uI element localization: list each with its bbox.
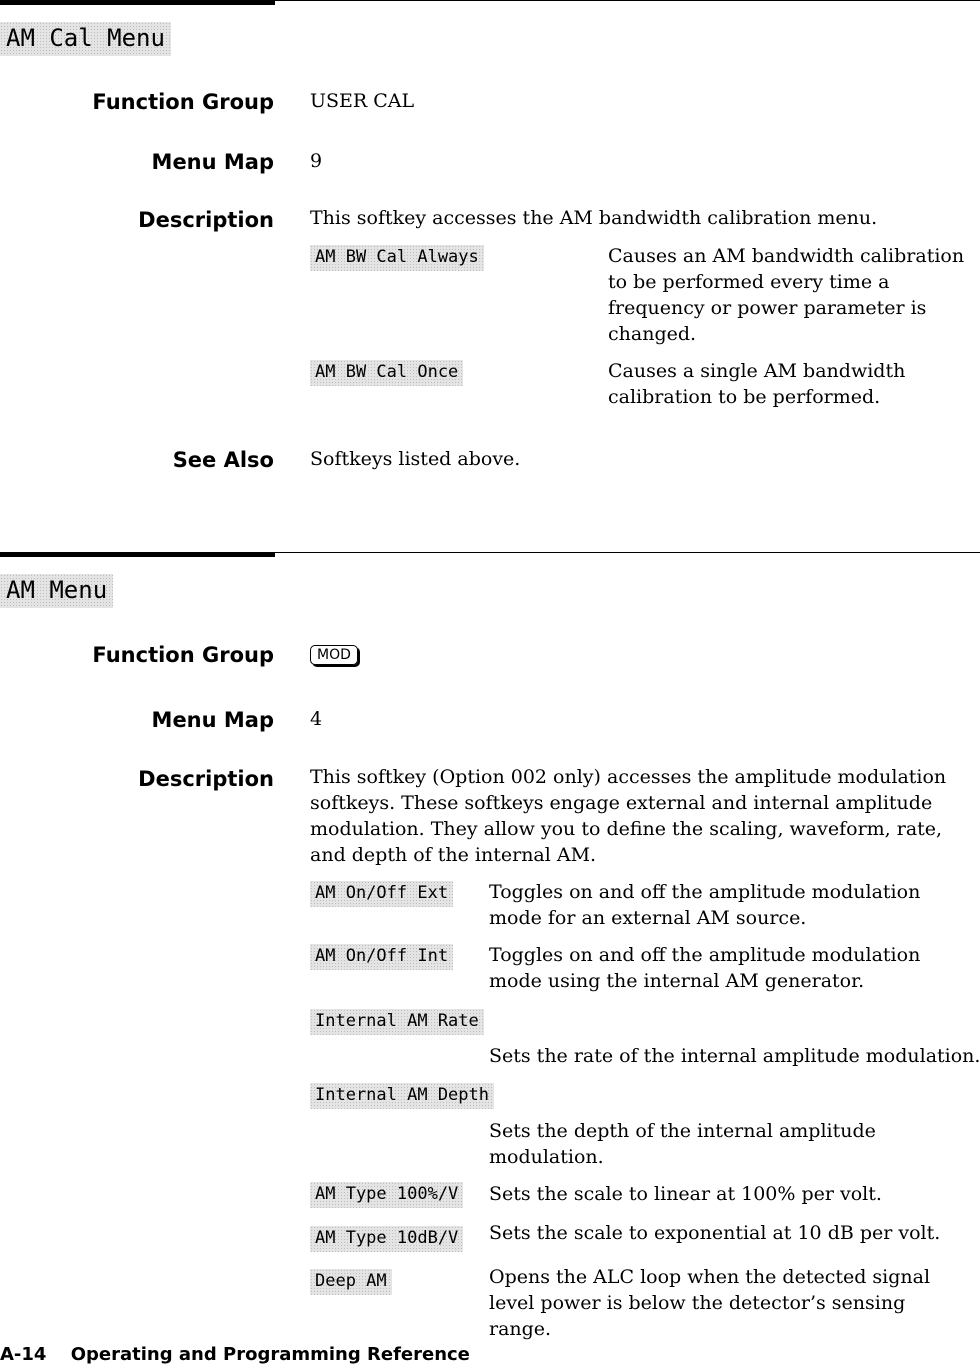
section-rule-thin [275, 0, 980, 1]
softkey-description: Sets the scale to linear at 100% per volt. [489, 1183, 882, 1205]
menu-map-label: Menu Map [151, 150, 274, 174]
menu-map-value: 9 [310, 150, 323, 172]
page-number: A-14 [0, 1344, 47, 1365]
description-label: Description [138, 767, 274, 791]
function-group-label: Function Group [92, 90, 274, 114]
softkey-description: Causes an AM bandwidth calibration to be performed every time a frequency or power parameter is changed. [608, 245, 965, 345]
softkey-am-on-off-int[interactable]: AM On/Off Int [310, 944, 453, 970]
softkey-internal-am-depth[interactable]: Internal AM Depth [310, 1083, 494, 1109]
softkey-description: Sets the rate of the internal amplitude modulation. [489, 1045, 980, 1067]
description-text: This softkey accesses the AM bandwidth calibration menu. [310, 207, 878, 229]
softkey-am-type-10db-per-v[interactable]: AM Type 10dB/V [310, 1226, 463, 1252]
section-rule-thick [0, 552, 275, 557]
description-text: This softkey (Option 002 only) accesses the amplitude modulation softkeys. These softkeys engage external and internal amplitude modulation. They allow you to define the scaling, waveform, rate, and depth of the internal AM. [310, 766, 947, 866]
page-footer [0, 1344, 470, 1365]
mod-hardkey[interactable]: MOD [310, 645, 358, 665]
softkey-am-bw-cal-once[interactable]: AM BW Cal Once [310, 360, 463, 386]
softkey-description: Causes a single AM bandwidth calibration to be performed. [608, 360, 906, 408]
softkey-am-type-100-per-v[interactable]: AM Type 100%/V [310, 1182, 463, 1208]
softkey-description: Toggles on and off the amplitude modulation mode using the internal AM generator. [489, 944, 921, 992]
menu-map-value: 4 [310, 708, 323, 730]
softkey-description: Toggles on and off the amplitude modulation mode for an external AM source. [489, 881, 921, 929]
footer-title: Operating and Programming Reference [70, 1344, 470, 1365]
section-title-am-cal-menu: AM Cal Menu [0, 22, 171, 56]
description-label: Description [138, 208, 274, 232]
softkey-internal-am-rate[interactable]: Internal AM Rate [310, 1009, 484, 1035]
softkey-am-on-off-ext[interactable]: AM On/Off Ext [310, 881, 453, 907]
softkey-description: Sets the scale to exponential at 10 dB per volt. [489, 1222, 941, 1244]
see-also-text: Softkeys listed above. [310, 448, 521, 470]
function-group-value: USER CAL [310, 90, 415, 112]
see-also-label: See Also [172, 448, 274, 472]
menu-map-label: Menu Map [151, 708, 274, 732]
softkey-description: Sets the depth of the internal amplitude modulation. [489, 1120, 876, 1168]
section-rule-thick [0, 0, 275, 5]
function-group-label: Function Group [92, 643, 274, 667]
softkey-am-bw-cal-always[interactable]: AM BW Cal Always [310, 245, 484, 271]
section-title-am-menu: AM Menu [0, 574, 113, 608]
softkey-deep-am[interactable]: Deep AM [310, 1269, 392, 1295]
softkey-description: Opens the ALC loop when the detected signal level power is below the detector’s sensing range. [489, 1266, 931, 1340]
section-rule-thin [275, 552, 980, 553]
